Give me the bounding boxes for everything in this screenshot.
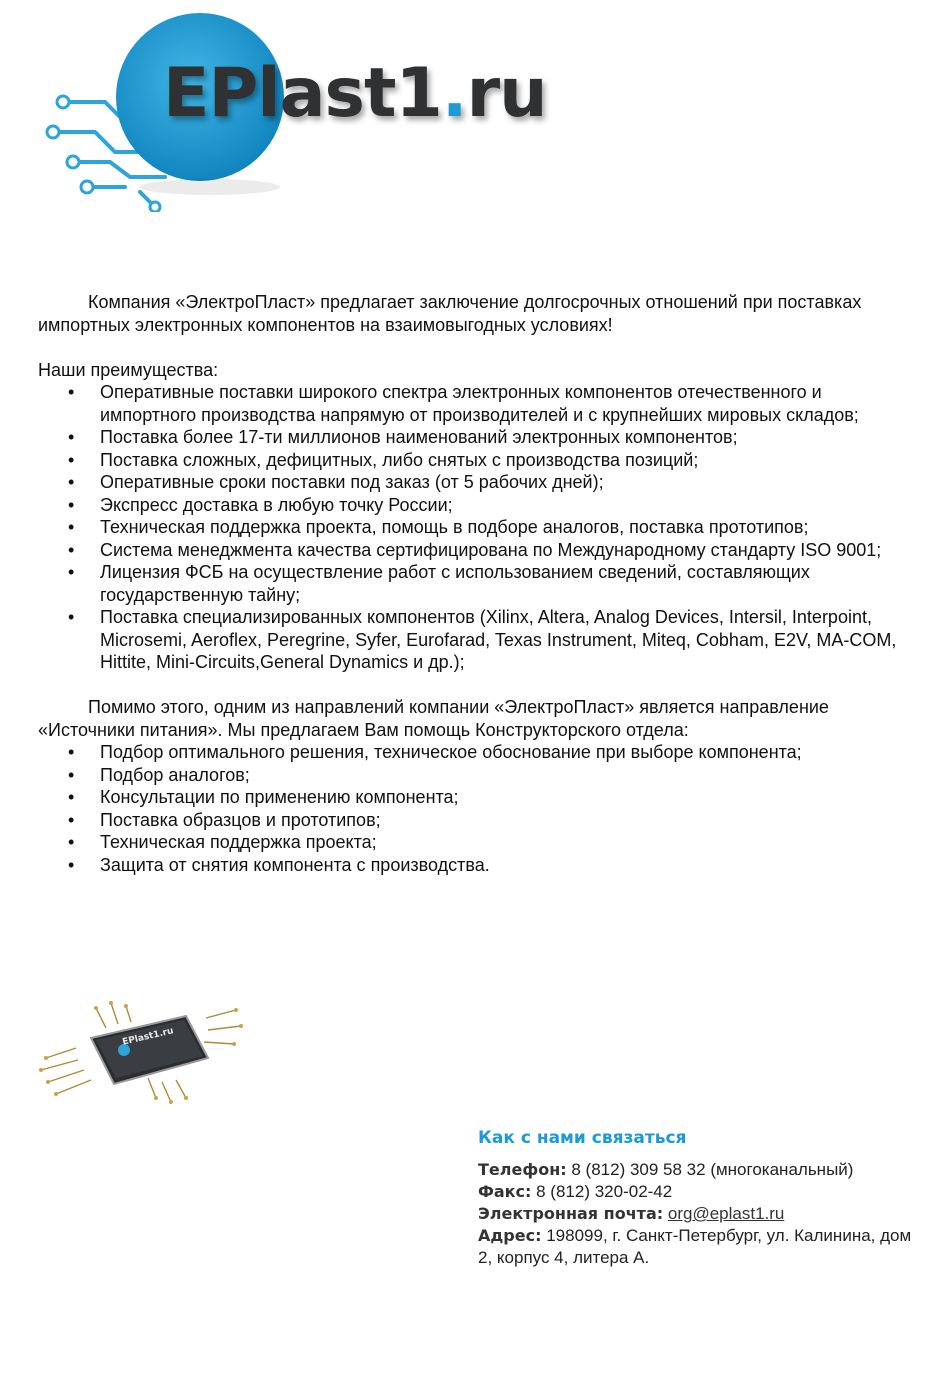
address-label: Адрес: xyxy=(478,1226,542,1245)
company-logo xyxy=(45,12,565,212)
list-item: • Поставка специализированных компонентов (Xilinx, Altera, Analog Devices, Intersil, Interpoint, Microsemi, Aeroflex, Peregrine, Syfer, Eurofarad, Texas Instrument, Miteq, Cobham, E2V, MA-COM, Hittite, Mini-Circuits,General Dynamics и др.); xyxy=(38,606,898,674)
email-row xyxy=(478,1203,918,1225)
list-item: • Лицензия ФСБ на осуществление работ с использованием сведений, составляющих государственную тайну; xyxy=(38,561,898,606)
list-item: • Подбор оптимального решения, техническое обоснование при выборе компонента; xyxy=(38,741,898,764)
advantages-heading: Наши преимущества: xyxy=(38,359,219,380)
list-item: • Защита от снятия компонента с производства. xyxy=(38,854,898,877)
list-item: • Консультации по применению компонента; xyxy=(38,786,898,809)
chip-logo-label: EPlast1.ru xyxy=(121,1026,175,1048)
list-item: • Поставка сложных, дефицитных, либо снятых с производства позиций; xyxy=(38,449,898,472)
chip-illustration xyxy=(36,998,246,1110)
list-item: • Оперативные поставки широкого спектра электронных компонентов отечественного и импортного производства напрямую от производителей и с крупнейших мировых складов; xyxy=(38,381,898,426)
list-item: • Поставка образцов и прототипов; xyxy=(38,809,898,832)
logo-wordmark-dot: . xyxy=(441,54,467,133)
fax-row xyxy=(478,1181,918,1203)
power-services-list xyxy=(38,741,898,876)
document-body xyxy=(38,291,898,876)
list-item: • Подбор аналогов; xyxy=(38,764,898,787)
list-item: • Экспресс доставка в любую точку России; xyxy=(38,494,898,517)
advantages-list xyxy=(38,381,898,674)
list-item: • Техническая поддержка проекта; xyxy=(38,831,898,854)
contacts-block xyxy=(478,1127,918,1269)
chip-icon xyxy=(36,998,246,1110)
fax-value: 8 (812) 320-02-42 xyxy=(531,1182,673,1201)
logo-wordmark xyxy=(163,54,547,133)
intro-paragraph: Компания «ЭлектроПласт» предлагает заключение долгосрочных отношений при поставках импортных электронных компонентов на взаимовыгодных условиях! xyxy=(38,292,862,335)
address-row xyxy=(478,1225,918,1269)
phone-row xyxy=(478,1159,918,1181)
fax-label: Факс: xyxy=(478,1182,532,1201)
list-item: • Поставка более 17-ти миллионов наименований электронных компонентов; xyxy=(38,426,898,449)
list-item: • Техническая поддержка проекта, помощь в подборе аналогов, поставка прототипов; xyxy=(38,516,898,539)
phone-label: Телефон: xyxy=(478,1160,567,1179)
address-value: 198099, г. Санкт-Петербург, ул. Калинина, дом 2, корпус 4, литера А. xyxy=(478,1226,912,1267)
list-item: • Оперативные сроки поставки под заказ (от 5 рабочих дней); xyxy=(38,471,898,494)
spacer xyxy=(38,674,898,697)
phone-value: 8 (812) 309 58 32 (многоканальный) xyxy=(566,1160,854,1179)
logo-wordmark-tld: ru xyxy=(466,54,547,133)
power-intro-paragraph: Помимо этого, одним из направлений компании «ЭлектроПласт» является направление «Источники питания». Мы предлагаем Вам помощь Конструкторского отдела: xyxy=(38,697,829,740)
list-item: • Система менеджмента качества сертифицирована по Международному стандарту ISO 9001; xyxy=(38,539,898,562)
email-link[interactable]: org@eplast1.ru xyxy=(667,1204,785,1223)
logo-wordmark-main: EPlast1 xyxy=(163,54,442,133)
email-label: Электронная почта: xyxy=(478,1204,664,1223)
contacts-title: Как с нами связаться xyxy=(478,1128,687,1148)
spacer xyxy=(38,336,898,359)
